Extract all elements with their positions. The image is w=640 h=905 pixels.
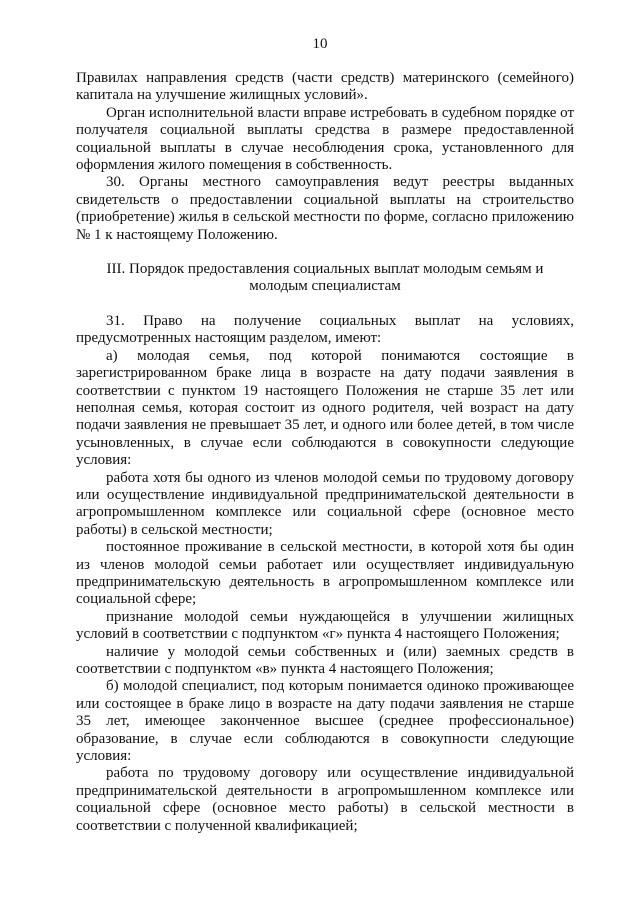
paragraph: работа хотя бы одного из членов молодой семьи по трудовому договору или осуществление индивидуальной предпринимательской деятельности в агропромышленном комплексе или социальной сфере (основное место работы) в сельской местности; [76, 469, 574, 538]
paragraph: работа по трудовому договору или осуществление индивидуальной предпринимательской деятельности в агропромышленном комплексе или социальной сфере (основное место работы) в сельской местности в соответствии с полученной квалификацией; [76, 765, 574, 834]
page-number: 10 [312, 36, 328, 52]
document-body [76, 70, 574, 835]
section-heading: III. Порядок предоставления социальных выплат молодым семьям и молодым специалистам [106, 261, 544, 295]
paragraph: 30. Органы местного самоуправления ведут реестры выданных свидетельств о предоставлении социальной выплаты на строительство (приобретение) жилья в сельской местности по форме, согласно приложению № 1 к настоящему Положению. [76, 174, 574, 243]
paragraph: наличие у молодой семьи собственных и (или) заемных средств в соответствии с подпунктом «в» пункта 4 настоящего Положения; [76, 643, 574, 677]
paragraph: Правилах направления средств (части средств) материнского (семейного) капитала на улучшение жилищных условий». [76, 70, 574, 104]
paragraph: а) молодая семья, под которой понимаются состоящие в зарегистрированном браке лица в возрасте на дату подачи заявления в соответствии с пунктом 19 настоящего Положения не старше 35 лет или неполная семья, которая состоит из одного родителя, чей возраст на дату подачи заявления не превышает 35 лет, и одного или более детей, в том числе усыновленных, в случае если соблюдаются в совокупности следующие условия: [76, 347, 574, 469]
paragraph: признание молодой семьи нуждающейся в улучшении жилищных условий в соответствии с подпунктом «г» пункта 4 настоящего Положения; [76, 608, 574, 643]
paragraph: постоянное проживание в сельской местности, в которой хотя бы один из членов молодой семьи работает или осуществляет индивидуальную предпринимательскую деятельность в агропромышленном комплексе или социальной сфере; [76, 539, 574, 608]
paragraph: Орган исполнительной власти вправе истребовать в судебном порядке от получателя социальной выплаты средства в размере предоставленной социальной выплаты в случае несоблюдения срока, установленного для оформления жилого помещения в собственность. [76, 104, 575, 174]
paragraph: б) молодой специалист, под которым понимается одиноко проживающее или состоящее в браке лицо в возрасте на дату подачи заявления не старше 35 лет, имеющее законченное высшее (среднее профессиональное) образование, в случае если соблюдаются в совокупности следующие условия: [76, 678, 574, 765]
paragraph: 31. Право на получение социальных выплат на условиях, предусмотренных настоящим разделом, имеют: [76, 312, 574, 347]
